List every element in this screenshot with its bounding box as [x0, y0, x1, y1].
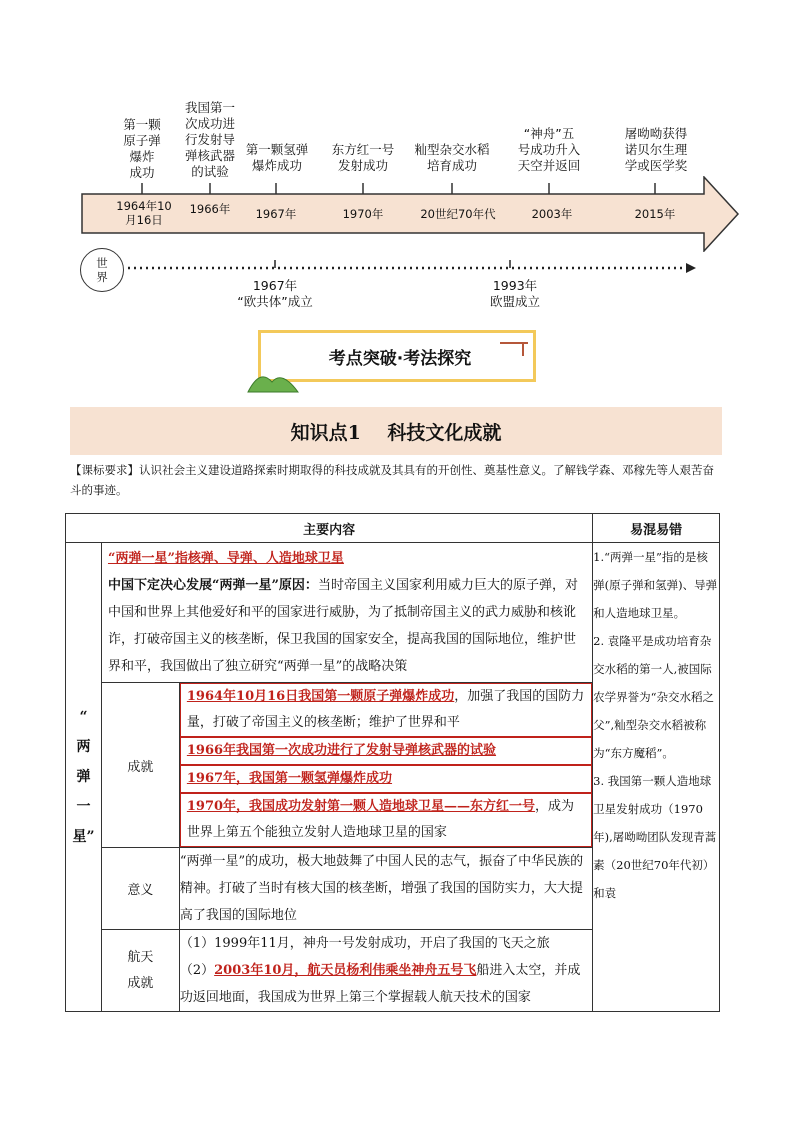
curriculum-requirement: 【课标要求】认识社会主义建设道路探索时期取得的科技成就及其具有的开创性、奠基性意义。了解钱学森、邓稼先等人艰苦奋斗的事迹。	[70, 463, 714, 497]
hill-icon	[246, 364, 306, 394]
meaning-label: 意义	[101, 848, 179, 930]
banner-accent	[522, 344, 524, 356]
timeline-year: 2003年	[531, 207, 573, 221]
space-cell	[179, 930, 592, 1012]
knowledge-table	[65, 513, 720, 1012]
achievement-1: 1964年10月16日我国第一颗原子弹爆炸成功，加强了我国的国防力量，打破了帝国主义的核垄断；维护了世界和平	[180, 683, 592, 737]
reason-text: 当时帝国主义国家利用威力巨大的原子弹，对中国和世界上其他爱好和平的国家进行威胁，为了抵制帝国主义的武力威胁和核讹诈，打破帝国主义的核垄断，保卫我国的国家安全，提高我国的国际地位，维护世界和平，我国做出了独立研究“两弹一星”的战略决策	[107, 578, 578, 674]
achievement-4: 1970年，我国成功发射第一颗人造地球卫星——东方红一号，成为世界上第五个能独立发射人造地球卫星的国家	[180, 793, 592, 847]
banner-title: 考点突破·考法探究	[328, 349, 472, 369]
timeline-year: 1967年	[255, 207, 297, 221]
timeline-year: 1970年	[342, 207, 384, 221]
world-event: 1967年 “欧共体”成立	[237, 278, 313, 309]
timeline-event: 我国第一 次成功进 行发射导 弹核武器 的试验	[184, 100, 235, 179]
space-item-1: （1）1999年11月，神舟一号发射成功，开启了我国的飞天之旅	[179, 936, 550, 951]
definition-text: “两弹一星”指核弹、导弹、人造地球卫星	[107, 551, 344, 566]
timeline-year: 2015年	[634, 207, 676, 221]
timeline-event: 东方红一号 发射成功	[331, 142, 395, 173]
achievement-2: 1966年我国第一次成功进行了发射导弹核武器的试验	[180, 737, 592, 765]
world-event: 1993年 欧盟成立	[489, 278, 540, 309]
timeline-year: 20世纪70年代	[420, 207, 496, 221]
timeline-event: 第一颗 原子弹 爆炸 成功	[123, 117, 161, 180]
header-main: 主要内容	[66, 514, 593, 543]
definition-cell	[101, 543, 592, 683]
space-item-2: （2）2003年10月，航天员杨利伟乘坐神舟五号飞船进入太空，并成功返回地面，我国成为世界上第三个掌握载人航天技术的国家	[179, 963, 581, 1005]
reason-label: 中国下定决心发展“两弹一星”原因：	[107, 578, 318, 593]
achievement-label: 成就	[101, 683, 179, 848]
timeline-event: “神舟”五 号成功升入 天空并返回	[517, 126, 581, 173]
timeline-event: 屠呦呦获得 诺贝尔生理 学或医学奖	[624, 126, 688, 173]
world-label: 世 界	[80, 248, 124, 292]
section-title: 知识点1 科技文化成就	[290, 421, 502, 444]
achievement-3: 1967年，我国第一颗氢弹爆炸成功	[180, 765, 592, 793]
timeline-event: 第一颗氢弹 爆炸成功	[245, 142, 309, 173]
section-title-bar	[70, 407, 722, 455]
meaning-text: “两弹一星”的成功，极大地鼓舞了中国人民的志气，振奋了中华民族的精神。打破了当时有核大国的核垄断，增强了我国的国防实力，大大提高了我国的国际地位	[179, 848, 592, 930]
timeline-year: 1964年10 月16日	[116, 199, 172, 227]
topic-label: “ 两 弹 一 星”	[66, 543, 102, 1012]
header-side: 易混易错	[593, 514, 720, 543]
space-label: 航天 成就	[101, 930, 179, 1012]
timeline-event: 籼型杂交水稻 培育成功	[414, 142, 490, 173]
world-dotted-line	[124, 260, 704, 276]
side-notes: 1.“两弹一星”指的是核弹(原子弹和氢弹)、导弹和人造地球卫星。 2. 袁隆平是成功培育杂交水稻的第一人,被国际农学界誉为“杂交水稻之父”,籼型杂交水稻被称为“东方魔稻”。 3. 我国第一颗人造地球卫星发射成功（1970年),屠呦呦团队发现青蒿素（20世纪70年代初）和袁	[593, 543, 720, 1012]
timeline-year: 1966年	[189, 202, 231, 216]
